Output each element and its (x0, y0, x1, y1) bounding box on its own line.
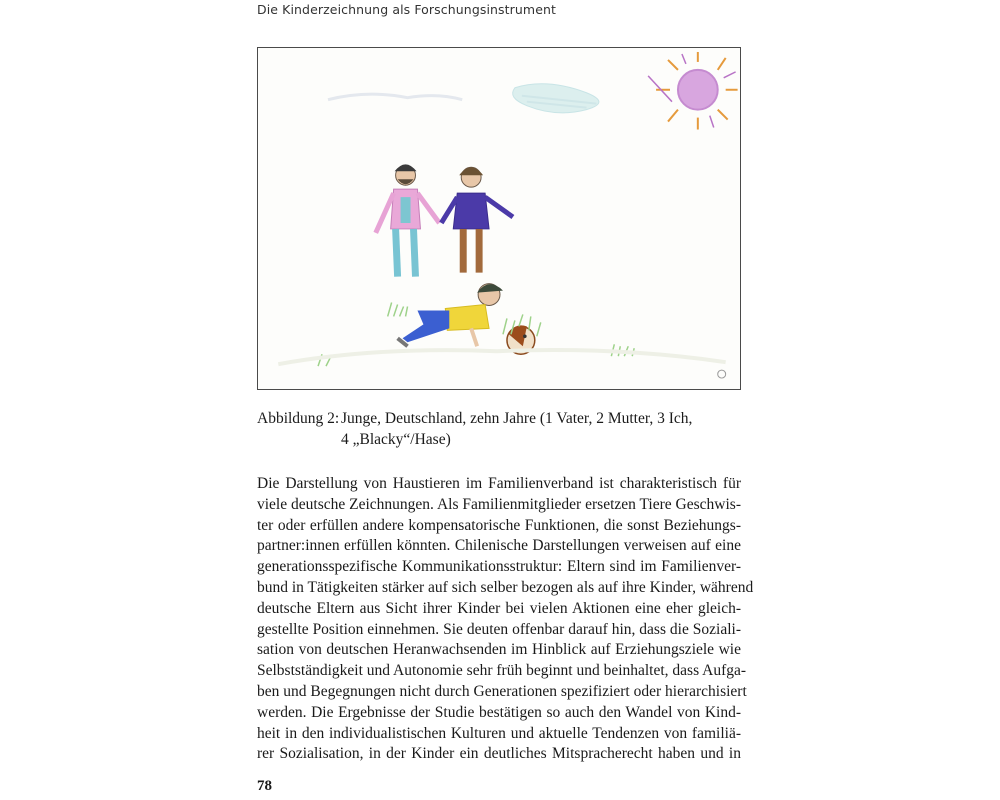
child-drawing-illustration (258, 48, 740, 389)
body-paragraph (257, 474, 754, 765)
text-line: bund in Tätigkeiten stärker auf sich selber bezogen als auf ihre Kinder, während (257, 578, 754, 596)
text-line: ter oder erfüllen andere kompensatorische Funktionen, die sonst Beziehungs- (257, 516, 741, 534)
text-line: deutsche Eltern aus Sicht ihrer Kinder bei vielen Aktionen eine eher gleich- (257, 599, 741, 617)
text-line: generationsspezifische Kommunikationsstruktur: Eltern sind im Familienver- (257, 558, 741, 576)
text-line: viele deutsche Zeichnungen. Als Familienmitglieder ersetzen Tiere Geschwis- (257, 495, 741, 513)
caption-label: Abbildung 2: (257, 410, 340, 427)
figure-boy (398, 284, 503, 347)
child-drawing-figure (257, 47, 741, 390)
text-line: Die Darstellung von Haustieren im Familienverband ist charakteristisch für (257, 475, 741, 492)
text-line: werden. Die Ergebnisse der Studie bestätigen so auch den Wandel von Kind- (257, 703, 741, 721)
page-number: 78 (257, 778, 272, 794)
text-line: rer Sozialisation, in der Kinder ein deutliches Mitspracherecht haben und in (257, 745, 741, 763)
sun-drawing (648, 52, 737, 130)
text-line: ben und Begegnungen nicht durch Generationen spezifiziert oder hierarchisiert (257, 682, 747, 700)
text-line: partner:innen erfüllen könnten. Chilenische Darstellungen verweisen auf eine (257, 537, 741, 555)
caption-text-line-2: 4 „Blacky“/Hase) (341, 431, 451, 448)
text-line: gestellte Position einnehmen. Sie deuten offenbar darauf hin, dass die Soziali- (257, 620, 741, 638)
text-line: Selbstständigkeit und Autonomie sehr früh beginnt und beinhaltet, dass Aufga- (257, 662, 747, 680)
figure-caption (257, 408, 692, 450)
text-line: heit in den individualistischen Kulturen und aktuelle Tendenzen von familiä- (257, 724, 741, 742)
running-header: Die Kinderzeichnung als Forschungsinstrument (257, 2, 557, 17)
figure-father (376, 164, 440, 276)
caption-text-line-1: Junge, Deutschland, zehn Jahre (1 Vater, 2 Mutter, 3 Ich, (341, 410, 693, 427)
text-line: sation von deutschen Heranwachsenden im Hinblick auf Erziehungsziele wie (257, 641, 741, 659)
figure-mother (441, 167, 513, 272)
